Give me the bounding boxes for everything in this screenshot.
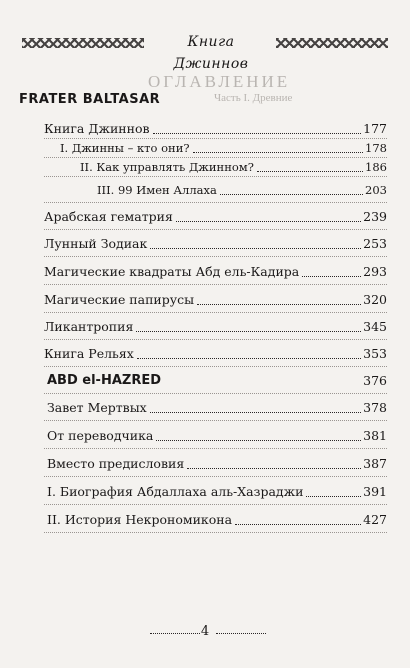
section-author: ABD el-HAZRED [47,373,162,388]
toc-author-entry [47,372,387,390]
toc-entry-page: 320 [363,292,387,307]
toc-entry-title: Арабская гематрия [44,209,173,224]
toc-divider [44,312,387,313]
toc-entry [44,318,387,336]
toc-entry-page: 391 [363,484,387,499]
toc-divider [44,229,387,230]
toc-entry-title: Вместо предисловия [47,456,185,471]
header-ornament-right [276,38,388,48]
toc-entry-title: Магические папирусы [44,292,195,307]
running-header-title: Книга Джиннов [173,34,249,72]
toc-divider [44,476,387,477]
toc-leader-dots [302,276,361,277]
toc-entry-title: I. Джинны – кто они? [60,141,190,155]
toc-leader-dots [197,304,361,305]
running-header [22,31,388,72]
toc-leader-space [164,385,361,386]
toc-leader-dots [136,331,361,332]
toc-divider [44,366,387,367]
toc-entry [44,120,387,138]
toc-entry [44,263,387,281]
toc-entry-title: II. Как управлять Джинном? [80,160,254,174]
toc-leader-dots [306,496,361,497]
toc-entry-page: 253 [363,236,387,251]
toc-entry [47,483,387,501]
show-through-subtitle: Часть I. Древние [214,92,293,104]
toc-divider [44,202,387,203]
toc-divider [44,532,387,533]
toc-divider [44,448,387,449]
toc-entry-page: 178 [365,141,387,155]
toc-divider [44,393,387,394]
toc-leader-dots [193,152,364,153]
toc-entry [47,455,387,473]
toc-leader-dots [257,171,363,172]
toc-entry-title: Книга Рельях [44,346,134,361]
toc-leader-dots [153,133,362,134]
toc-entry-page: 203 [365,183,387,197]
toc-entry-title: II. История Некрономикона [47,512,233,527]
toc-leader-dots [235,524,361,525]
toc-entry [47,427,387,445]
toc-entry [60,139,387,157]
toc-leader-dots [176,221,361,222]
toc-entry [47,511,387,529]
toc-entry-page: 177 [363,121,387,136]
page-number-rule-right [216,633,266,634]
toc-entry-page: 186 [365,160,387,174]
toc-entry-title: Магические квадраты Абд ель-Кадира [44,264,300,279]
toc-entry-page: 381 [363,428,387,443]
toc-leader-dots [150,248,361,249]
toc-entry-title: Лунный Зодиак [44,236,148,251]
toc-entry [44,208,387,226]
toc-entry-title: Книга Джиннов [44,121,150,136]
toc-divider [44,176,387,177]
toc-entry-title: От переводчика [47,428,154,443]
toc-entry-page: 376 [363,373,387,388]
toc-entry [47,399,387,417]
toc-entry [44,235,387,253]
toc-entry-page: 293 [363,264,387,279]
page-number: 4 [200,624,210,639]
toc-entry-title: Завет Мертвых [47,400,147,415]
toc-leader-dots [220,194,363,195]
toc-entry-title: III. 99 Имен Аллаха [97,183,217,197]
toc-entry-page: 387 [363,456,387,471]
toc-entry [80,158,387,176]
toc-leader-dots [187,468,361,469]
section-author: FRATER BALTASAR [19,92,161,107]
toc-entry-page: 239 [363,209,387,224]
toc-entry-title: Ликантропия [44,319,134,334]
toc-leader-dots [150,412,361,413]
toc-divider [44,420,387,421]
toc-leader-dots [137,358,361,359]
toc-divider [44,504,387,505]
toc-entry-title: I. Биография Абдаллаха аль-Хазраджи [47,484,304,499]
toc-entry-page: 345 [363,319,387,334]
toc-entry-page: 427 [363,512,387,527]
toc-divider [44,256,387,257]
toc-divider [44,339,387,340]
header-ornament-left [22,38,144,48]
toc-entry-page: 353 [363,346,387,361]
toc-entry [44,345,387,363]
toc-entry [44,291,387,309]
show-through-title: ОГЛАВЛЕНИЕ [148,72,291,91]
toc-leader-dots [156,440,361,441]
toc-entry [97,181,387,199]
toc-entry-page: 378 [363,400,387,415]
toc-divider [44,284,387,285]
